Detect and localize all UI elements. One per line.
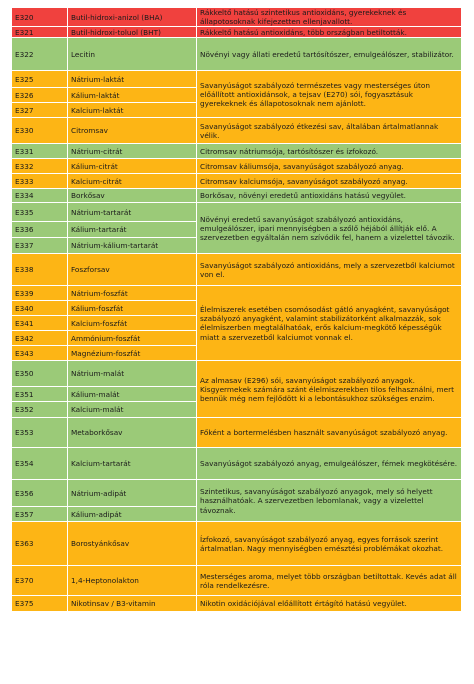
additive-name: Nikotinsav / B3-vitamin (68, 596, 197, 612)
additive-description: Növényi eredetű savanyúságot szabályozó antioxidáns, emulgeálószer, ipari mennyiségben a szőlő héjából állítják elő. A szervezetben egyáltalán nem szívódik fel, hanem a vizelettel távozik. (197, 203, 462, 254)
e-code: E335 (12, 203, 68, 222)
additive-description: Savanyúságot szabályozó anyag, emulgeálószer, fémek megkötésére. (197, 448, 462, 480)
table-row (12, 38, 462, 71)
table-row (12, 418, 462, 448)
additive-name: Butil-hidroxi-anizol (BHA) (68, 8, 197, 27)
additive-description: Citromsav kalciumsója, savanyúságot szabályozó anyag. (197, 174, 462, 189)
e-code: E337 (12, 238, 68, 254)
e-code: E350 (12, 361, 68, 387)
e-code: E325 (12, 71, 68, 88)
e-code: E356 (12, 480, 68, 507)
e-code: E326 (12, 88, 68, 103)
table-row (12, 71, 462, 88)
table-row (12, 480, 462, 507)
e-code: E375 (12, 596, 68, 612)
additive-description: Rákkeltő hatású szintetikus antioxidáns, gyerekeknek és állapotosoknak kifejezetten ellenjavallott. (197, 8, 462, 27)
additive-name: Lecitin (68, 38, 197, 71)
e-code: E363 (12, 522, 68, 566)
e-code: E351 (12, 387, 68, 402)
e-code: E322 (12, 38, 68, 71)
additive-name: Nátrium-malát (68, 361, 197, 387)
e-code: E339 (12, 286, 68, 301)
additive-name: Ammónium-foszfát (68, 331, 197, 346)
table-row (12, 174, 462, 189)
e-code: E370 (12, 566, 68, 596)
table-row (12, 203, 462, 222)
e-code: E334 (12, 189, 68, 203)
additive-name: Nátrium-foszfát (68, 286, 197, 301)
table-row (12, 522, 462, 566)
additive-description: Szintetikus, savanyúságot szabályozó anyagok, mely só helyett használhatóak. A szervezetben lebomlanak, vagy a vizelettel távoznak. (197, 480, 462, 522)
e-code: E352 (12, 402, 68, 418)
table-row (12, 566, 462, 596)
additive-name: Kálium-adipát (68, 507, 197, 522)
additive-name: Nátrium-adipát (68, 480, 197, 507)
e-code: E342 (12, 331, 68, 346)
table-row (12, 118, 462, 144)
additive-name: Nátrium-kálium-tartarát (68, 238, 197, 254)
e-code: E341 (12, 316, 68, 331)
additive-name: Nátrium-laktát (68, 71, 197, 88)
additive-name: Kálium-malát (68, 387, 197, 402)
e-code: E340 (12, 301, 68, 316)
additive-name: Nátrium-citrát (68, 144, 197, 159)
additive-name: Kálium-tartarát (68, 222, 197, 238)
table-row (12, 361, 462, 387)
additive-description: Savanyúságot szabályozó természetes vagy mesterséges úton előállított antioxidánsok, a tejsav (E270) sói, fogyasztásuk gyerekeknek és állapotosoknak nem ajánlott. (197, 71, 462, 118)
additive-name: Kálium-foszfát (68, 301, 197, 316)
additive-description: Savanyúságot szabályozó antioxidáns, mely a szervezetből kalciumot von el. (197, 254, 462, 286)
additive-description: Az almasav (E296) sói, savanyúságot szabályozó anyagok. Kisgyermekek számára szánt élelmiszerekben tilos felhasználni, mert bennük még nem fejlődött ki a lebontásukhoz szükséges enzim. (197, 361, 462, 418)
additive-description: Élelmiszerek esetében csomósodást gátló anyagként, savanyúságot szabályozó anyagként, valamint stabilizátorként alkalmazzák, sok élelmiszerben megtalálhatóak, erős kalcium-megkötő képességük miatt a szervezetből kalciumot vonnak el. (197, 286, 462, 361)
additive-name: Kalcium-foszfát (68, 316, 197, 331)
table-row (12, 448, 462, 480)
e-code: E327 (12, 103, 68, 118)
additive-name: Metaborkősav (68, 418, 197, 448)
additive-name: Kalcium-citrát (68, 174, 197, 189)
table-row (12, 159, 462, 174)
additive-description: Citromsav káliumsója, savanyúságot szabályozó anyag. (197, 159, 462, 174)
additive-description: Citromsav nátriumsója, tartósítószer és ízfokozó. (197, 144, 462, 159)
additive-description: Savanyúságot szabályozó étkezési sav, általában ártalmatlannak vélik. (197, 118, 462, 144)
additive-description: Rákkeltő hatású antioxidáns, több országban betiltották. (197, 27, 462, 38)
e-code: E330 (12, 118, 68, 144)
e-code: E336 (12, 222, 68, 238)
additive-name: 1,4-Heptonolakton (68, 566, 197, 596)
additive-name: Nátrium-tartarát (68, 203, 197, 222)
e-number-table (11, 7, 462, 612)
e-code: E353 (12, 418, 68, 448)
additive-name: Kálium-citrát (68, 159, 197, 174)
additive-name: Kalcium-tartarát (68, 448, 197, 480)
e-code: E354 (12, 448, 68, 480)
additive-name: Kalcium-laktát (68, 103, 197, 118)
additive-description: Főként a bortermelésben használt savanyúságot szabályozó anyag. (197, 418, 462, 448)
e-code: E333 (12, 174, 68, 189)
additive-description: Növényi vagy állati eredetű tartósítószer, emulgeálószer, stabilizátor. (197, 38, 462, 71)
additive-name: Kálium-laktát (68, 88, 197, 103)
e-code: E357 (12, 507, 68, 522)
table-row (12, 8, 462, 27)
additive-description: Borkősav, növényi eredetű antioxidáns hatású vegyület. (197, 189, 462, 203)
table-row (12, 27, 462, 38)
e-code: E320 (12, 8, 68, 27)
table-row (12, 254, 462, 286)
table-row (12, 189, 462, 203)
additive-description: Ízfokozó, savanyúságot szabályozó anyag, egyes források szerint ártalmatlan. Nagy mennyiségben emésztési problémákat okozhat. (197, 522, 462, 566)
additive-name: Butil-hidroxi-toluol (BHT) (68, 27, 197, 38)
additive-description: Nikotin oxidációjával előállított értágító hatású vegyület. (197, 596, 462, 612)
e-code: E331 (12, 144, 68, 159)
table-row (12, 144, 462, 159)
table-row (12, 286, 462, 301)
e-code: E343 (12, 346, 68, 361)
additive-name: Kalcium-malát (68, 402, 197, 418)
additive-name: Borkősav (68, 189, 197, 203)
additive-description: Mesterséges aroma, melyet több országban betiltottak. Kevés adat áll róla rendelkezésre. (197, 566, 462, 596)
additive-name: Magnézium-foszfát (68, 346, 197, 361)
e-code: E338 (12, 254, 68, 286)
additive-name: Borostyánkősav (68, 522, 197, 566)
additive-name: Citromsav (68, 118, 197, 144)
e-code: E332 (12, 159, 68, 174)
table-row (12, 596, 462, 612)
additive-name: Foszforsav (68, 254, 197, 286)
e-code: E321 (12, 27, 68, 38)
